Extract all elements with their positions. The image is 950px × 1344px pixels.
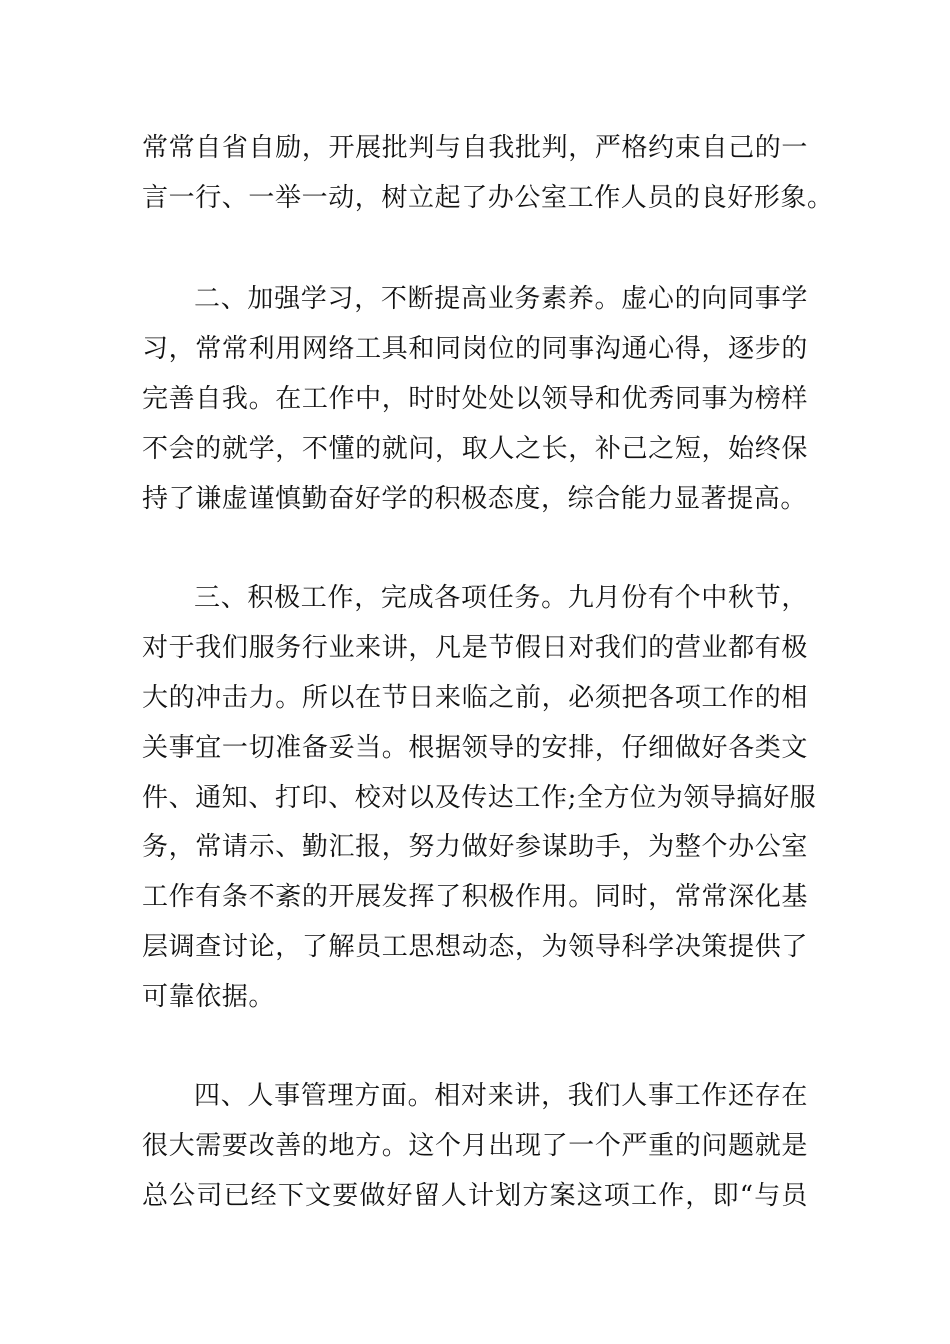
paragraph-2-line-5: 持了谦虚谨慎勤奋好学的积极态度，综合能力显著提高。	[142, 484, 808, 514]
paragraph-1-line-1: 常常自省自励，开展批判与自我批判，严格约束自己的一	[142, 133, 808, 163]
paragraph-3-line-8: 层调查讨论，了解员工思想动态，为领导科学决策提供了	[142, 932, 808, 962]
paragraph-4-line-3: 总公司已经下文要做好留人计划方案这项工作，即“与员	[142, 1181, 808, 1211]
paragraph-2-line-4: 不会的就学，不懂的就问，取人之长，补己之短，始终保	[142, 434, 808, 464]
paragraph-3-line-4: 关事宜一切准备妥当。根据领导的安排，仔细做好各类文	[142, 733, 808, 763]
paragraph-2-line-2: 习，常常利用网络工具和同岗位的同事沟通心得，逐步的	[142, 334, 808, 364]
paragraph-1-line-2: 言一行、一举一动，树立起了办公室工作人员的良好形象。	[142, 183, 834, 213]
paragraph-3-line-5: 件、通知、打印、校对以及传达工作;全方位为领导搞好服	[142, 783, 817, 813]
paragraph-2-line-3: 完善自我。在工作中，时时处处以领导和优秀同事为榜样	[142, 384, 808, 414]
paragraph-3-line-6: 务，常请示、勤汇报，努力做好参谋助手，为整个办公室	[142, 832, 808, 862]
paragraph-4-line-1: 四、人事管理方面。相对来讲，我们人事工作还存在	[194, 1081, 808, 1111]
paragraph-3-line-7: 工作有条不紊的开展发挥了积极作用。同时，常常深化基	[142, 882, 808, 912]
paragraph-3-line-1: 三、积极工作，完成各项任务。九月份有个中秋节，	[194, 583, 808, 613]
paragraph-3-line-9: 可靠依据。	[142, 982, 276, 1012]
paragraph-4-line-2: 很大需要改善的地方。这个月出现了一个严重的问题就是	[142, 1131, 808, 1161]
paragraph-3-line-2: 对于我们服务行业来讲，凡是节假日对我们的营业都有极	[142, 633, 808, 663]
paragraph-3-line-3: 大的冲击力。所以在节日来临之前，必须把各项工作的相	[142, 683, 808, 713]
paragraph-2-line-1: 二、加强学习，不断提高业务素养。虚心的向同事学	[194, 284, 808, 314]
